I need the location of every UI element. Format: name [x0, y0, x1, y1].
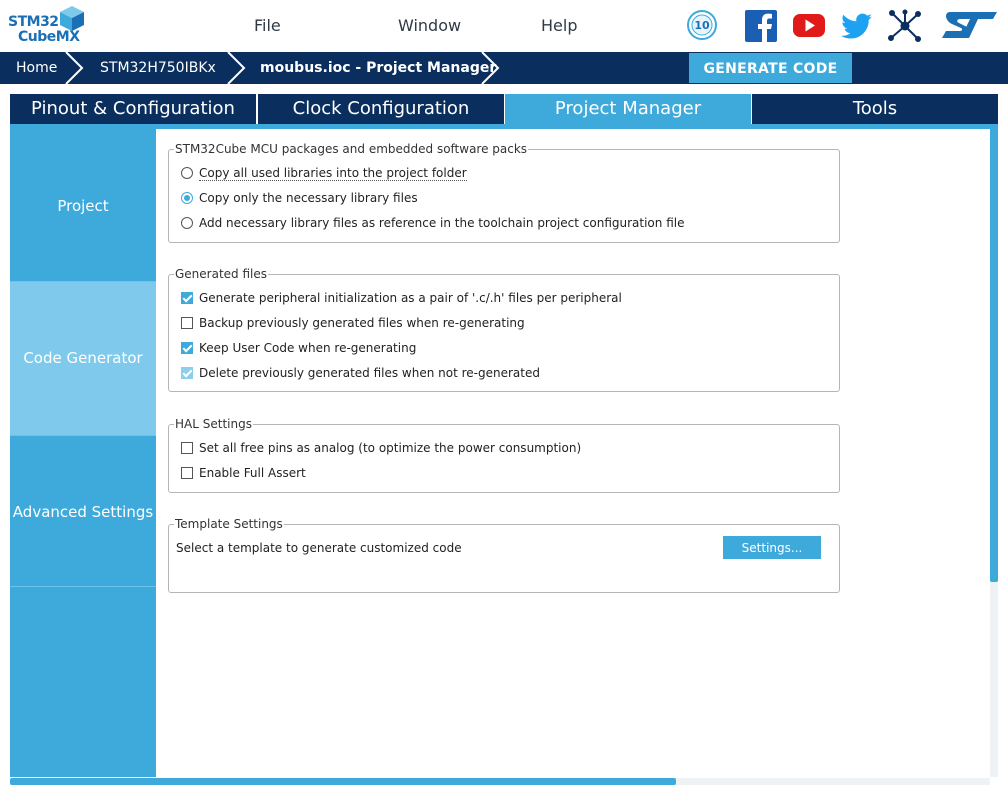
chevron-right-icon — [476, 52, 502, 84]
horizontal-scrollbar-thumb[interactable] — [10, 778, 676, 785]
network-icon[interactable] — [887, 8, 923, 44]
stm32cubemx-logo — [6, 4, 86, 48]
packs-group — [168, 142, 840, 243]
anniversary-10-icon[interactable] — [686, 8, 718, 44]
twitter-icon[interactable] — [840, 8, 874, 42]
option-label: Delete previously generated files when not re-generated — [199, 366, 540, 380]
template-settings-legend: Template Settings — [175, 517, 283, 531]
breadcrumb — [0, 52, 1008, 84]
vertical-scrollbar-thumb[interactable] — [990, 126, 998, 582]
checkbox-keep-user-code[interactable] — [181, 340, 416, 356]
tab-clock-configuration[interactable]: Clock Configuration — [258, 94, 504, 124]
option-label: Copy only the necessary library files — [199, 191, 418, 205]
radio-copy-necessary-files[interactable] — [181, 190, 418, 206]
radio-copy-all-libraries[interactable] — [181, 165, 467, 181]
sidebar-item-code-generator[interactable]: Code Generator — [10, 282, 156, 436]
logo-text-line1: STM32 — [8, 14, 59, 30]
checkbox-delete-previous-files[interactable] — [181, 365, 540, 381]
packs-legend: STM32Cube MCU packages and embedded software packs — [175, 142, 528, 156]
code-generator-panel — [156, 129, 990, 777]
sidebar — [10, 129, 156, 777]
radio-button[interactable] — [181, 167, 193, 179]
checkbox[interactable] — [181, 467, 193, 479]
option-label: Backup previously generated files when re-generating — [199, 316, 525, 330]
st-logo-icon[interactable] — [940, 8, 998, 42]
svg-text:10: 10 — [694, 19, 710, 32]
menu-window[interactable]: Window — [398, 16, 462, 35]
tab-project-manager[interactable]: Project Manager — [505, 94, 751, 124]
generated-files-legend: Generated files — [175, 267, 268, 281]
generate-code-button[interactable]: GENERATE CODE — [689, 53, 852, 83]
checkbox-checked[interactable] — [181, 292, 193, 304]
template-description: Select a template to generate customized code — [176, 541, 462, 555]
hal-settings-legend: HAL Settings — [175, 417, 252, 431]
checkbox[interactable] — [181, 317, 193, 329]
option-label: Copy all used libraries into the project folder — [199, 166, 467, 180]
generated-files-group — [168, 267, 840, 392]
logo-text-line2: CubeMX — [18, 29, 80, 45]
checkbox-backup-generated-files[interactable] — [181, 315, 525, 331]
tab-pinout-configuration[interactable]: Pinout & Configuration — [10, 94, 256, 124]
checkbox[interactable] — [181, 442, 193, 454]
checkbox-generate-peripheral-pairs[interactable] — [181, 290, 622, 306]
menu-help[interactable]: Help — [541, 16, 578, 35]
radio-button-selected[interactable] — [181, 192, 193, 204]
top-bar — [0, 0, 1008, 52]
option-label: Enable Full Assert — [199, 466, 306, 480]
breadcrumb-device[interactable]: STM32H750IBKx — [100, 60, 216, 76]
hal-settings-group — [168, 417, 840, 493]
checkbox-free-pins-analog[interactable] — [181, 440, 581, 456]
youtube-icon[interactable] — [792, 8, 826, 42]
checkbox-checked[interactable] — [181, 342, 193, 354]
breadcrumb-home[interactable]: Home — [16, 60, 58, 76]
tab-tools[interactable]: Tools — [752, 94, 998, 124]
chevron-right-icon — [60, 52, 86, 84]
breadcrumb-project[interactable]: moubus.ioc - Project Manager — [260, 60, 497, 76]
option-label: Add necessary library files as reference in the toolchain project configuration file — [199, 216, 685, 230]
option-label: Generate peripheral initialization as a pair of '.c/.h' files per peripheral — [199, 291, 622, 305]
sidebar-item-advanced-settings[interactable]: Advanced Settings — [10, 436, 156, 587]
checkbox-checked-disabled[interactable] — [181, 367, 193, 379]
menu-file[interactable]: File — [254, 16, 281, 35]
chevron-right-icon — [222, 52, 248, 84]
sidebar-item-project[interactable]: Project — [10, 129, 156, 282]
checkbox-enable-full-assert[interactable] — [181, 465, 306, 481]
facebook-icon[interactable] — [745, 8, 777, 42]
cube-icon — [58, 4, 86, 32]
main-tabs — [10, 94, 998, 124]
template-settings-group — [168, 517, 840, 593]
template-settings-button[interactable]: Settings... — [723, 536, 821, 559]
option-label: Set all free pins as analog (to optimize the power consumption) — [199, 441, 582, 455]
option-label: Keep User Code when re-generating — [199, 341, 417, 355]
radio-button[interactable] — [181, 217, 193, 229]
radio-add-as-reference[interactable] — [181, 215, 684, 231]
